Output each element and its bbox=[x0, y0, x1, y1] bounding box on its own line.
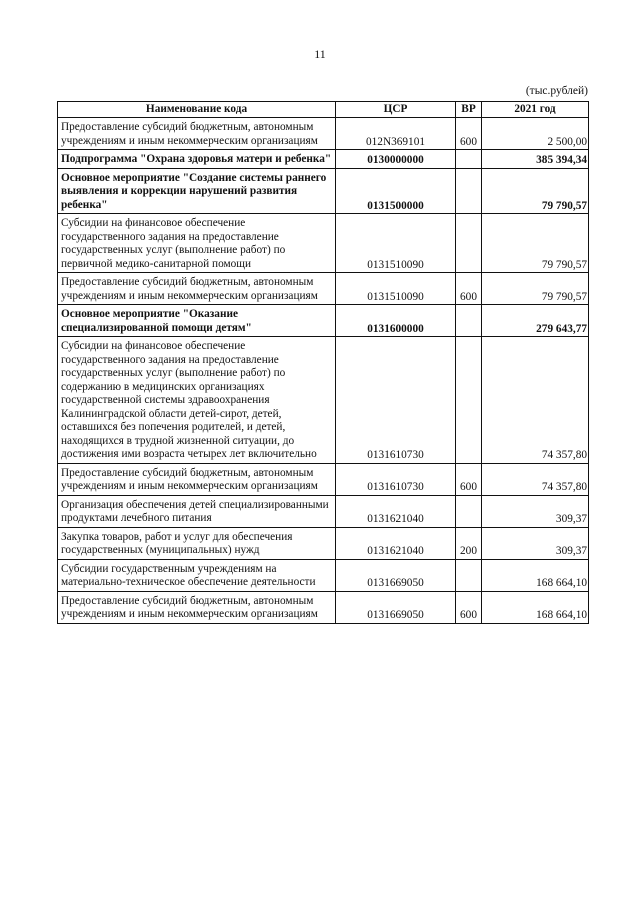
row-vr bbox=[456, 559, 482, 591]
row-code: 0131610730 bbox=[336, 463, 456, 495]
table-row bbox=[58, 150, 589, 169]
table-row bbox=[58, 591, 589, 623]
row-vr bbox=[456, 168, 482, 214]
row-code: 0131621040 bbox=[336, 527, 456, 559]
row-vr: 200 bbox=[456, 527, 482, 559]
row-name: Предоставление субсидий бюджетным, автономным учреждениям и иным некоммерческим организациям bbox=[58, 591, 336, 623]
header-csr: ЦСР bbox=[336, 102, 456, 118]
table-row bbox=[58, 559, 589, 591]
row-code: 012N369101 bbox=[336, 118, 456, 150]
budget-table bbox=[57, 101, 589, 624]
row-amount: 385 394,34 bbox=[482, 150, 589, 169]
row-vr: 600 bbox=[456, 118, 482, 150]
row-name: Закупка товаров, работ и услуг для обеспечения государственных (муниципальных) нужд bbox=[58, 527, 336, 559]
row-code: 0131621040 bbox=[336, 495, 456, 527]
row-amount: 79 790,57 bbox=[482, 214, 589, 273]
table-row bbox=[58, 168, 589, 214]
row-amount: 279 643,77 bbox=[482, 305, 589, 337]
row-code: 0131510090 bbox=[336, 214, 456, 273]
row-name: Организация обеспечения детей специализированными продуктами лечебного питания bbox=[58, 495, 336, 527]
table-header-row bbox=[58, 102, 589, 118]
row-vr bbox=[456, 150, 482, 169]
row-name: Основное мероприятие "Оказание специализированной помощи детям" bbox=[58, 305, 336, 337]
page-number: 11 bbox=[314, 47, 326, 61]
row-vr: 600 bbox=[456, 273, 482, 305]
row-amount: 168 664,10 bbox=[482, 559, 589, 591]
header-year: 2021 год bbox=[482, 102, 589, 118]
row-vr bbox=[456, 337, 482, 464]
row-amount: 74 357,80 bbox=[482, 463, 589, 495]
row-code: 0131510090 bbox=[336, 273, 456, 305]
row-code: 0131600000 bbox=[336, 305, 456, 337]
row-code: 0131669050 bbox=[336, 591, 456, 623]
row-vr: 600 bbox=[456, 463, 482, 495]
row-name: Субсидии на финансовое обеспечение государственного задания на предоставление государственных услуг (выполнение работ) по содержанию в медицинских организациях государственной системы здравоохранения Калининградской области детей-сирот, детей, оставшихся без попечения родителей, и детей, находящихся в трудной жизненной ситуации, до достижения ими возраста четырех лет включительно bbox=[58, 337, 336, 464]
header-name: Наименование кода bbox=[58, 102, 336, 118]
row-amount: 168 664,10 bbox=[482, 591, 589, 623]
table-row bbox=[58, 273, 589, 305]
row-vr bbox=[456, 214, 482, 273]
table-row bbox=[58, 495, 589, 527]
row-amount: 309,37 bbox=[482, 495, 589, 527]
row-name: Субсидии на финансовое обеспечение государственного задания на предоставление государственных услуг (выполнение работ) по первичной медико-санитарной помощи bbox=[58, 214, 336, 273]
table-row bbox=[58, 337, 589, 464]
table-row bbox=[58, 305, 589, 337]
row-vr bbox=[456, 495, 482, 527]
row-name: Субсидии государственным учреждениям на материально-техническое обеспечение деятельности bbox=[58, 559, 336, 591]
row-name: Предоставление субсидий бюджетным, автономным учреждениям и иным некоммерческим организациям bbox=[58, 118, 336, 150]
row-amount: 79 790,57 bbox=[482, 273, 589, 305]
row-name: Основное мероприятие "Создание системы раннего выявления и коррекции нарушений развития ребенка" bbox=[58, 168, 336, 214]
row-code: 0131610730 bbox=[336, 337, 456, 464]
row-vr bbox=[456, 305, 482, 337]
row-code: 0130000000 bbox=[336, 150, 456, 169]
table-row bbox=[58, 463, 589, 495]
row-vr: 600 bbox=[456, 591, 482, 623]
row-name: Подпрограмма "Охрана здоровья матери и ребенка" bbox=[58, 150, 336, 169]
row-amount: 79 790,57 bbox=[482, 168, 589, 214]
row-amount: 309,37 bbox=[482, 527, 589, 559]
table-row bbox=[58, 214, 589, 273]
header-vr: ВР bbox=[456, 102, 482, 118]
units-label: (тыс.рублей) bbox=[525, 85, 588, 97]
row-name: Предоставление субсидий бюджетным, автономным учреждениям и иным некоммерческим организациям bbox=[58, 463, 336, 495]
table-row bbox=[58, 118, 589, 150]
table-row bbox=[58, 527, 589, 559]
row-code: 0131669050 bbox=[336, 559, 456, 591]
row-code: 0131500000 bbox=[336, 168, 456, 214]
row-amount: 2 500,00 bbox=[482, 118, 589, 150]
row-amount: 74 357,80 bbox=[482, 337, 589, 464]
row-name: Предоставление субсидий бюджетным, автономным учреждениям и иным некоммерческим организациям bbox=[58, 273, 336, 305]
